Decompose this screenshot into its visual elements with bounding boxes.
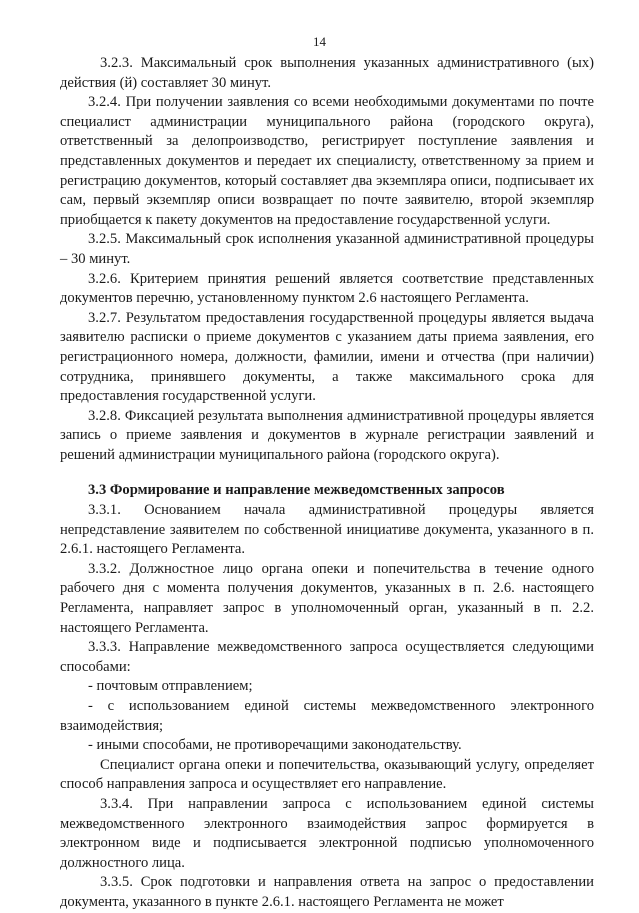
paragraph-3-3-5: 3.3.5. Срок подготовки и направления ответа на запрос о предоставлении документа, указанного в пункте 2.6.1. настоящего Регламента не может xyxy=(60,874,594,910)
paragraph-3-3-3: 3.3.3. Направление межведомственного запроса осуществляется следующими способами: xyxy=(60,639,594,675)
paragraph-3-2-4: 3.2.4. При получении заявления со всеми необходимыми документами по почте специалист администрации муниципального района (городского округа), ответственный за делопроизводство, регистрирует поступление заявления и представленных документов и передает их специалисту, ответственному за прием и регистрацию документов, который составляет два экземпляра описи, подписывает их сам, первый экземпляр описи возвращает по почте заявителю, второй экземпляр приобщается к пакету документов на предоставление государственной услуги. xyxy=(60,94,594,228)
document-body xyxy=(60,54,594,913)
paragraph-3-2-3: 3.2.3. Максимальный срок выполнения указанных административного (ых) действия (й) составляет 30 минут. xyxy=(60,55,594,91)
list-item-smev: - с использованием единой системы межведомственного электронного взаимодействия; xyxy=(60,698,594,734)
paragraph-3-3-2: 3.3.2. Должностное лицо органа опеки и попечительства в течение одного рабочего дня с момента получения документов, указанных в п. 2.6. настоящего Регламента, направляет запрос в уполномоченный орган, указанный в п. 2.2. настоящего Регламента. xyxy=(60,560,594,636)
paragraph-3-2-7: 3.2.7. Результатом предоставления государственной процедуры является выдача заявителю расписки о приеме документов с указанием даты приема заявления, его регистрационного номера, должности, фамилии, имени и отчества (при наличии) сотрудника, принявшего документы, а также максимального срока для предоставления государственной услуги. xyxy=(60,309,594,405)
paragraph-3-2-6: 3.2.6. Критерием принятия решений является соответствие представленных документов перечню, установленному пунктом 2.6 настоящего Регламента. xyxy=(60,270,594,307)
list-item-other: - иными способами, не противоречащими законодательству. xyxy=(88,737,462,754)
paragraph-3-2-8: 3.2.8. Фиксацией результата выполнения административной процедуры является запись о приеме заявления и документов в журнале регистрации заявлений и решений администрации муниципального района (городского округа). xyxy=(60,407,594,463)
paragraph-specialist: Специалист органа опеки и попечительства, оказывающий услугу, определяет способ направления запроса и осуществляет его направление. xyxy=(60,756,594,793)
paragraph-3-3-4: 3.3.4. При направлении запроса с использованием единой системы межведомственного электронного взаимодействия запрос формируется в электронном виде и подписывается электронной подписью уполномоченного должностного лица. xyxy=(60,795,594,871)
paragraph-3-2-5: 3.2.5. Максимальный срок исполнения указанной административной процедуры – 30 минут. xyxy=(60,231,594,267)
page-number: 14 xyxy=(313,34,326,49)
paragraph-3-3-1: 3.3.1. Основанием начала административной процедуры является непредставление заявителем по собственной инициативе документа, указанного в п. 2.6.1. настоящего Регламента. xyxy=(60,502,594,558)
section-heading-3-3: 3.3 Формирование и направление межведомственных запросов xyxy=(88,482,505,499)
list-item-mail: - почтовым отправлением; xyxy=(88,678,253,695)
